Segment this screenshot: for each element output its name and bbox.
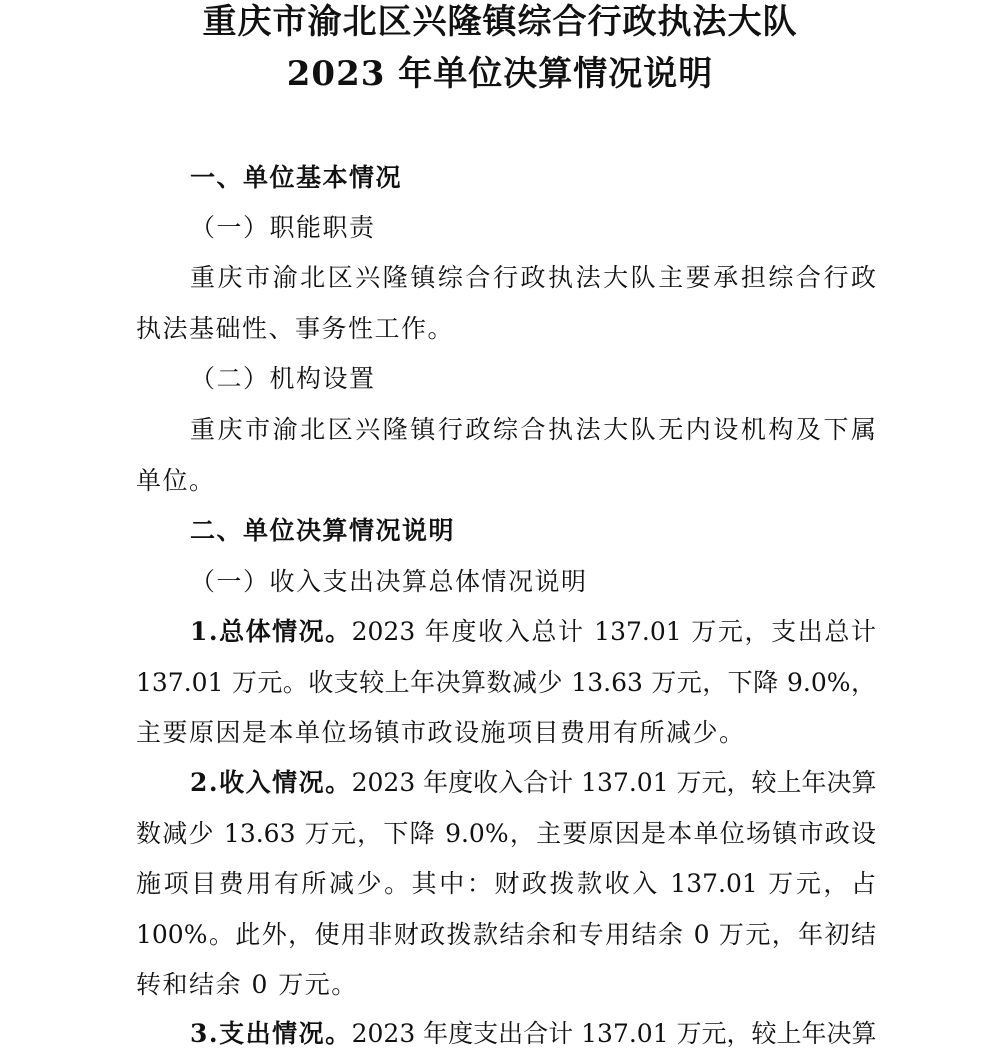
paragraph-line (190, 1018, 876, 1050)
subsection-heading-summary: （一）收入支出决算总体情况说明 (190, 567, 588, 596)
subsection-heading-organization: （二）机构设置 (190, 364, 376, 393)
paragraph-line: 单位。 (136, 466, 216, 495)
subsection-heading-functions: （一）职能职责 (190, 213, 376, 242)
paragraph-line (190, 616, 876, 648)
paragraph-line: 100%。此外，使用非财政拨款结余和专用结余 0 万元，年初结 (136, 920, 876, 949)
paragraph-line: 137.01 万元。收支较上年决算数减少 13.63 万元，下降 9.0%， (136, 668, 876, 697)
paragraph-line: 数减少 13.63 万元，下降 9.0%，主要原因是本单位场镇市政设 (136, 819, 876, 848)
paragraph-line (190, 767, 876, 799)
expenditure-label: 3.支出情况。 (190, 1019, 352, 1048)
income-text: 2023 年度收入合计 137.01 万元，较上年决算 (351, 768, 877, 797)
paragraph-line: 重庆市渝北区兴隆镇综合行政执法大队主要承担综合行政 (190, 263, 876, 292)
paragraph-line: 施项目费用有所减少。其中：财政拨款收入 137.01 万元，占 (136, 869, 876, 898)
paragraph-line: 重庆市渝北区兴隆镇行政综合执法大队无内设机构及下属 (190, 415, 876, 444)
paragraph-line: 主要原因是本单位场镇市政设施项目费用有所减少。 (136, 718, 746, 747)
section-heading-2: 二、单位决算情况说明 (190, 516, 456, 545)
overview-text: 2023 年度收入总计 137.01 万元，支出总计 (351, 617, 876, 646)
expenditure-text: 2023 年度支出合计 137.01 万元，较上年决算 (351, 1019, 877, 1048)
overview-label: 1.总体情况。 (190, 617, 352, 646)
income-label: 2.收入情况。 (190, 768, 352, 797)
section-heading-1: 一、单位基本情况 (190, 163, 403, 192)
paragraph-line: 转和结余 0 万元。 (136, 970, 358, 999)
document-title-line2: 2023 年单位决算情况说明 (286, 54, 714, 94)
document-title-line1: 重庆市渝北区兴隆镇综合行政执法大队 (202, 2, 798, 42)
paragraph-line: 执法基础性、事务性工作。 (136, 314, 455, 343)
